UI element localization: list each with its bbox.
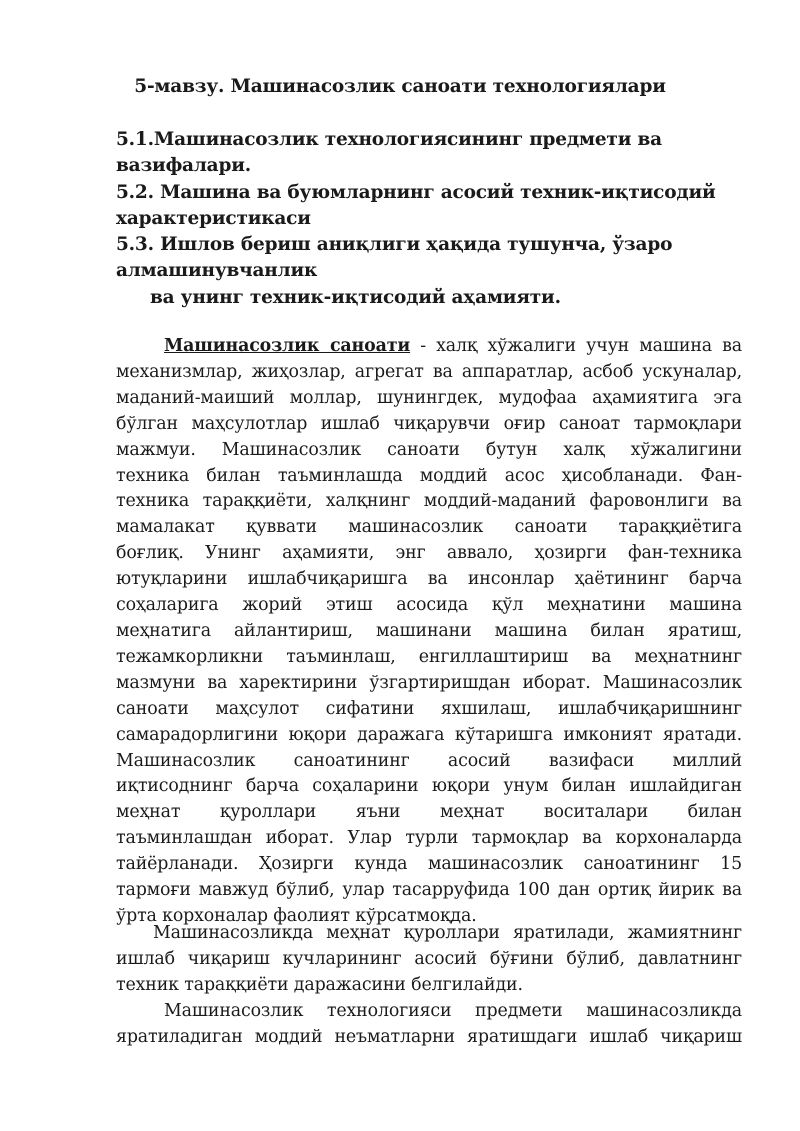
paragraph-line: техника тараққиёти, халқнинг моддий-маданий фаровонлиги ва — [116, 491, 742, 512]
paragraph-line: мазмуни ва харектирини ўзгартиришдан иборат. Машинасозлик — [116, 672, 742, 693]
topic-outline — [116, 127, 756, 311]
paragraph-line: иқтисоднинг барча соҳаларини юқори унум билан ишлайдиган — [116, 776, 742, 797]
paragraph-line: тежамкорликни таъминлаш, енгиллаштириш ва меҳнатнинг — [116, 646, 742, 667]
paragraph-line: яратиладиган моддий неъматларни яратишдаги ишлаб чиқариш — [116, 1026, 742, 1047]
paragraph-line: Машинасозлик саноатининг асосий вазифаси миллий — [116, 750, 742, 771]
paragraph-line: таъминлашдан иборат. Улар турли тармоқлар ва корхоналарда — [116, 828, 742, 849]
paragraph-line: тармоғи мавжуд бўлиб, улар тасарруфида 100 дан ортиқ йирик ва — [116, 880, 742, 901]
defined-term: Машинасозлик саноати — [164, 336, 411, 356]
paragraph-line: ишлаб чиқариш кучларининг асосий бўғини бўлиб, давлатнинг — [116, 948, 742, 969]
outline-line: характеристикаси — [116, 207, 311, 229]
paragraph-line: Машинасозликда меҳнат қуроллари яратилади, жамиятнинг — [153, 923, 742, 943]
paragraph-line: мамалакат қуввати машинасозлик саноати тараққиётига — [116, 517, 742, 538]
paragraph-line: мажмуи. Машинасозлик саноати бутун халқ хўжалигини — [116, 439, 742, 460]
paragraph-technology-subject — [116, 999, 742, 1051]
outline-line: 5.3. Ишлов бериш аниқлиги ҳақида тушунча, ўзаро — [116, 234, 673, 256]
paragraph-line: бўлган маҳсулотлар ишлаб чиқарувчи оғир саноат тармоқлари — [116, 413, 742, 434]
outline-line: ва унинг техник-иқтисодий аҳамияти. — [150, 286, 561, 308]
outline-line: 5.1.Машинасозлик технологиясининг предмети ва — [116, 129, 662, 150]
paragraph-line: Машинасозлик технологияси предмети машинасозликда — [164, 1001, 742, 1021]
paragraph-line: тайёрланади. Ҳозирги кунда машинасозлик саноатининг 15 — [116, 854, 742, 875]
paragraph-line: соҳаларига жорий этиш асосида қўл меҳнатини машина — [116, 595, 742, 616]
paragraph-means-of-labour — [116, 921, 742, 999]
page-title: 5-мавзу. Машинасозлик саноати технологиялари — [134, 76, 666, 97]
paragraph-line: техника билан таъминлашда моддий асос ҳисобланади. Фан- — [116, 465, 742, 486]
paragraph-definition — [116, 334, 742, 930]
outline-line: вазифалари. — [116, 155, 251, 177]
paragraph-line: самарадорлигини юқори даражага кўтаришга имконият яратади. — [116, 724, 742, 745]
paragraph-line: маданий-маиший моллар, шунингдек, мудофаа аҳамиятига эга — [116, 387, 742, 408]
paragraph-line: меҳнат қуроллари яъни меҳнат воситалари билан — [116, 802, 742, 823]
paragraph-line: меҳнатига айлантириш, машинани машина билан яратиш, — [116, 620, 742, 641]
paragraph-text: - халқ хўжалиги учун машина ва — [410, 336, 742, 356]
paragraph-line — [116, 334, 742, 360]
paragraph-line: механизмлар, жиҳозлар, агрегат ва аппаратлар, асбоб ускуналар, — [116, 361, 742, 382]
outline-line: алмашинувчанлик — [116, 260, 318, 282]
paragraph-line: ўрта корхоналар фаолият кўрсатмоқда. — [116, 905, 477, 926]
paragraph-line: саноати маҳсулот сифатини яхшилаш, ишлабчиқаришнинг — [116, 698, 742, 719]
paragraph-line: техник тараққиёти даражасини белгилайди. — [116, 974, 523, 995]
paragraph-line: боғлиқ. Унинг аҳамияти, энг аввало, ҳозирги фан-техника — [116, 543, 742, 564]
paragraph-line: ютуқларини ишлабчиқаришга ва инсонлар ҳаётининг барча — [116, 569, 742, 590]
outline-line: 5.2. Машина ва буюмларнинг асосий техник-иқтисодий — [116, 181, 716, 203]
